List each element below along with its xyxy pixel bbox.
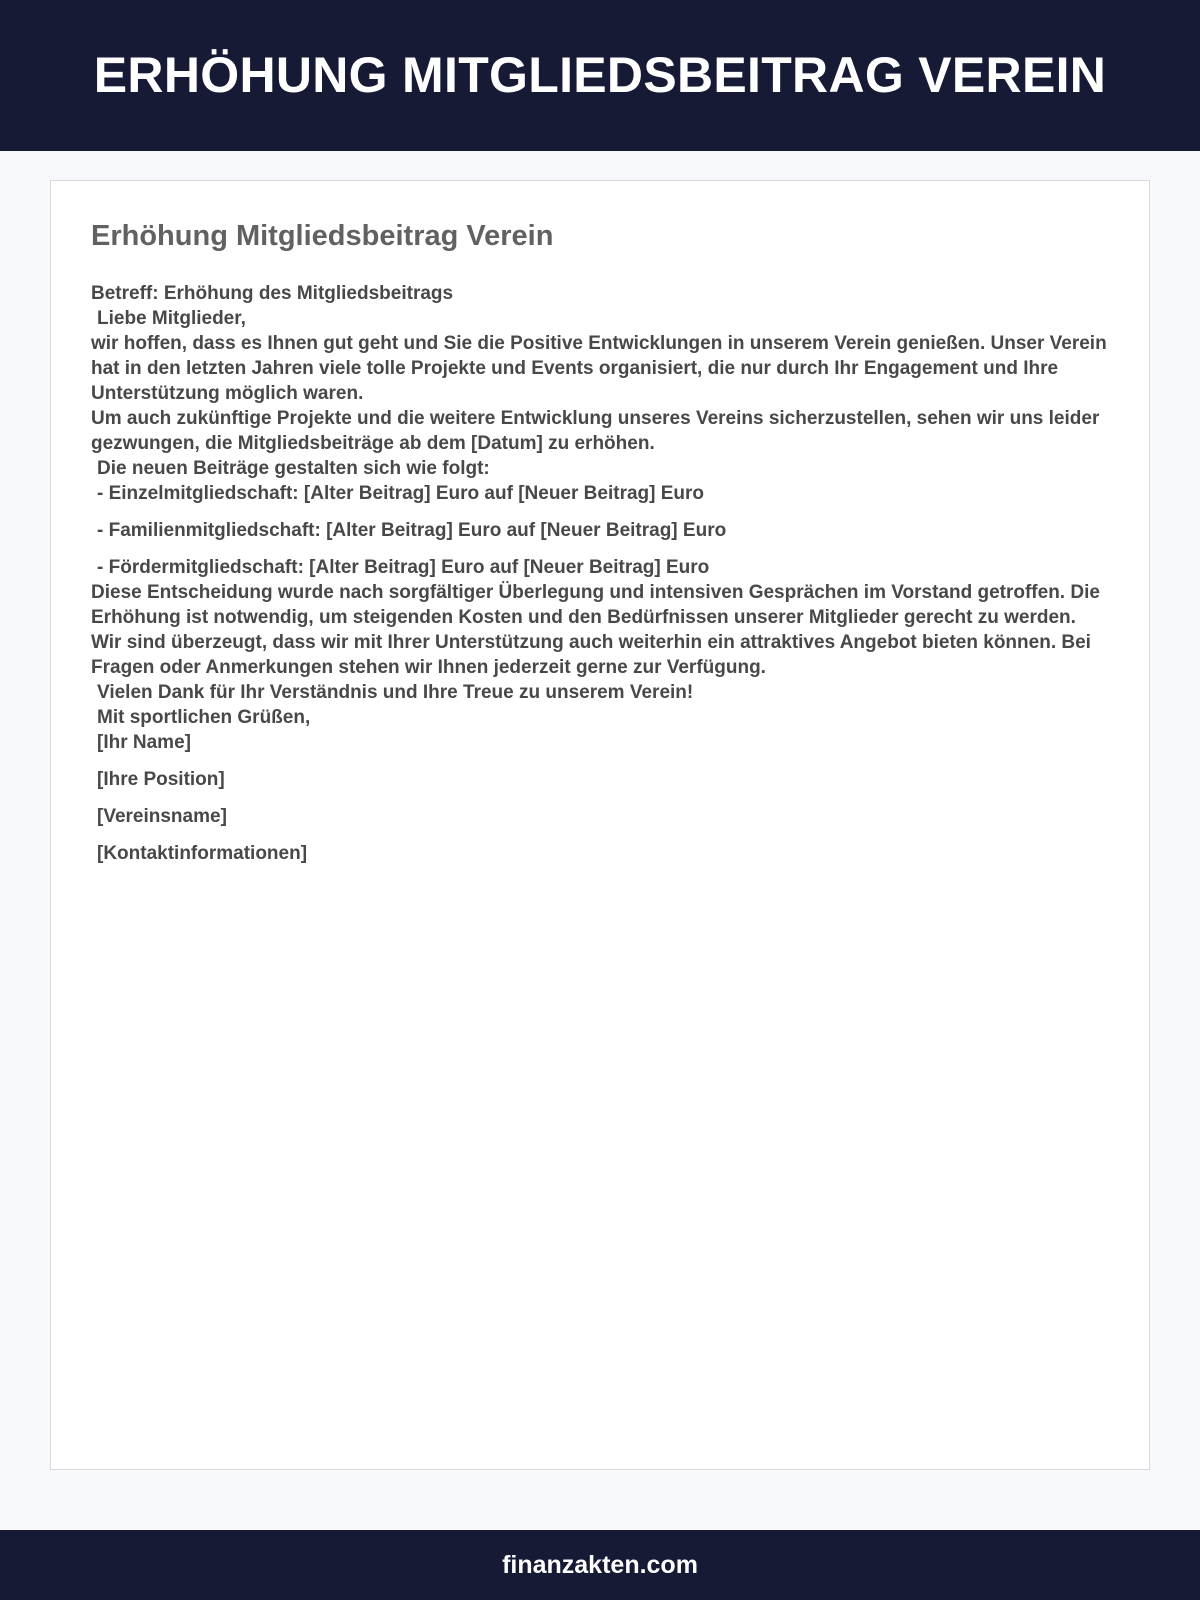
paragraph-reason: Um auch zukünftige Projekte und die weitere Entwicklung unseres Vereins sicherzustellen, sehen wir uns leider gezwungen, die Mitgliedsbeiträge ab dem [Datum] zu erhöhen. xyxy=(91,408,1100,454)
signature-position: [Ihre Position] xyxy=(97,769,225,790)
signature-club: [Vereinsname] xyxy=(97,806,227,827)
paragraph-decision: Diese Entscheidung wurde nach sorgfältiger Überlegung und intensiven Gesprächen im Vorstand getroffen. Die Erhöhung ist notwendig, um steigenden Kosten und den Bedürfnissen unserer Mitglieder gerecht zu werden. xyxy=(91,582,1100,628)
fee-item-einzel: - Einzelmitgliedschaft: [Alter Beitrag] Euro auf [Neuer Beitrag] Euro xyxy=(97,483,705,504)
letter-body xyxy=(91,281,1111,866)
fee-item-foerder: - Fördermitgliedschaft: [Alter Beitrag] Euro auf [Neuer Beitrag] Euro xyxy=(97,557,710,578)
banner-title: ERHÖHUNG MITGLIEDSBEITRAG VEREIN xyxy=(93,46,1107,103)
footer-site-link[interactable]: finanzakten.com xyxy=(502,1550,698,1579)
closing-line: Mit sportlichen Grüßen, xyxy=(97,707,311,728)
fee-item-familie: - Familienmitgliedschaft: [Alter Beitrag] Euro auf [Neuer Beitrag] Euro xyxy=(97,520,727,541)
footer-banner xyxy=(0,1530,1200,1600)
paragraph-support: Wir sind überzeugt, dass wir mit Ihrer Unterstützung auch weiterhin ein attraktives Angebot bieten können. Bei Fragen oder Anmerkungen stehen wir Ihnen jederzeit gerne zur Verfügung. xyxy=(91,632,1091,678)
thanks-line: Vielen Dank für Ihr Verständnis und Ihre Treue zu unserem Verein! xyxy=(97,682,694,703)
signature-name: [Ihr Name] xyxy=(97,732,191,753)
top-banner xyxy=(0,0,1200,151)
fee-list-intro: Die neuen Beiträge gestalten sich wie folgt: xyxy=(97,458,490,479)
document-title: Erhöhung Mitgliedsbeitrag Verein xyxy=(91,220,554,252)
subject-line: Betreff: Erhöhung des Mitgliedsbeitrags xyxy=(91,283,454,304)
salutation: Liebe Mitglieder, xyxy=(97,308,246,329)
paragraph-intro: wir hoffen, dass es Ihnen gut geht und Sie die Positive Entwicklungen in unserem Verein genießen. Unser Verein hat in den letzten Jahren viele tolle Projekte und Events organisiert, die nur durch Ihr Engagement und Ihre Unterstützung möglich waren. xyxy=(91,333,1107,404)
document-card xyxy=(50,180,1150,1470)
signature-contact: [Kontaktinformationen] xyxy=(97,843,308,864)
